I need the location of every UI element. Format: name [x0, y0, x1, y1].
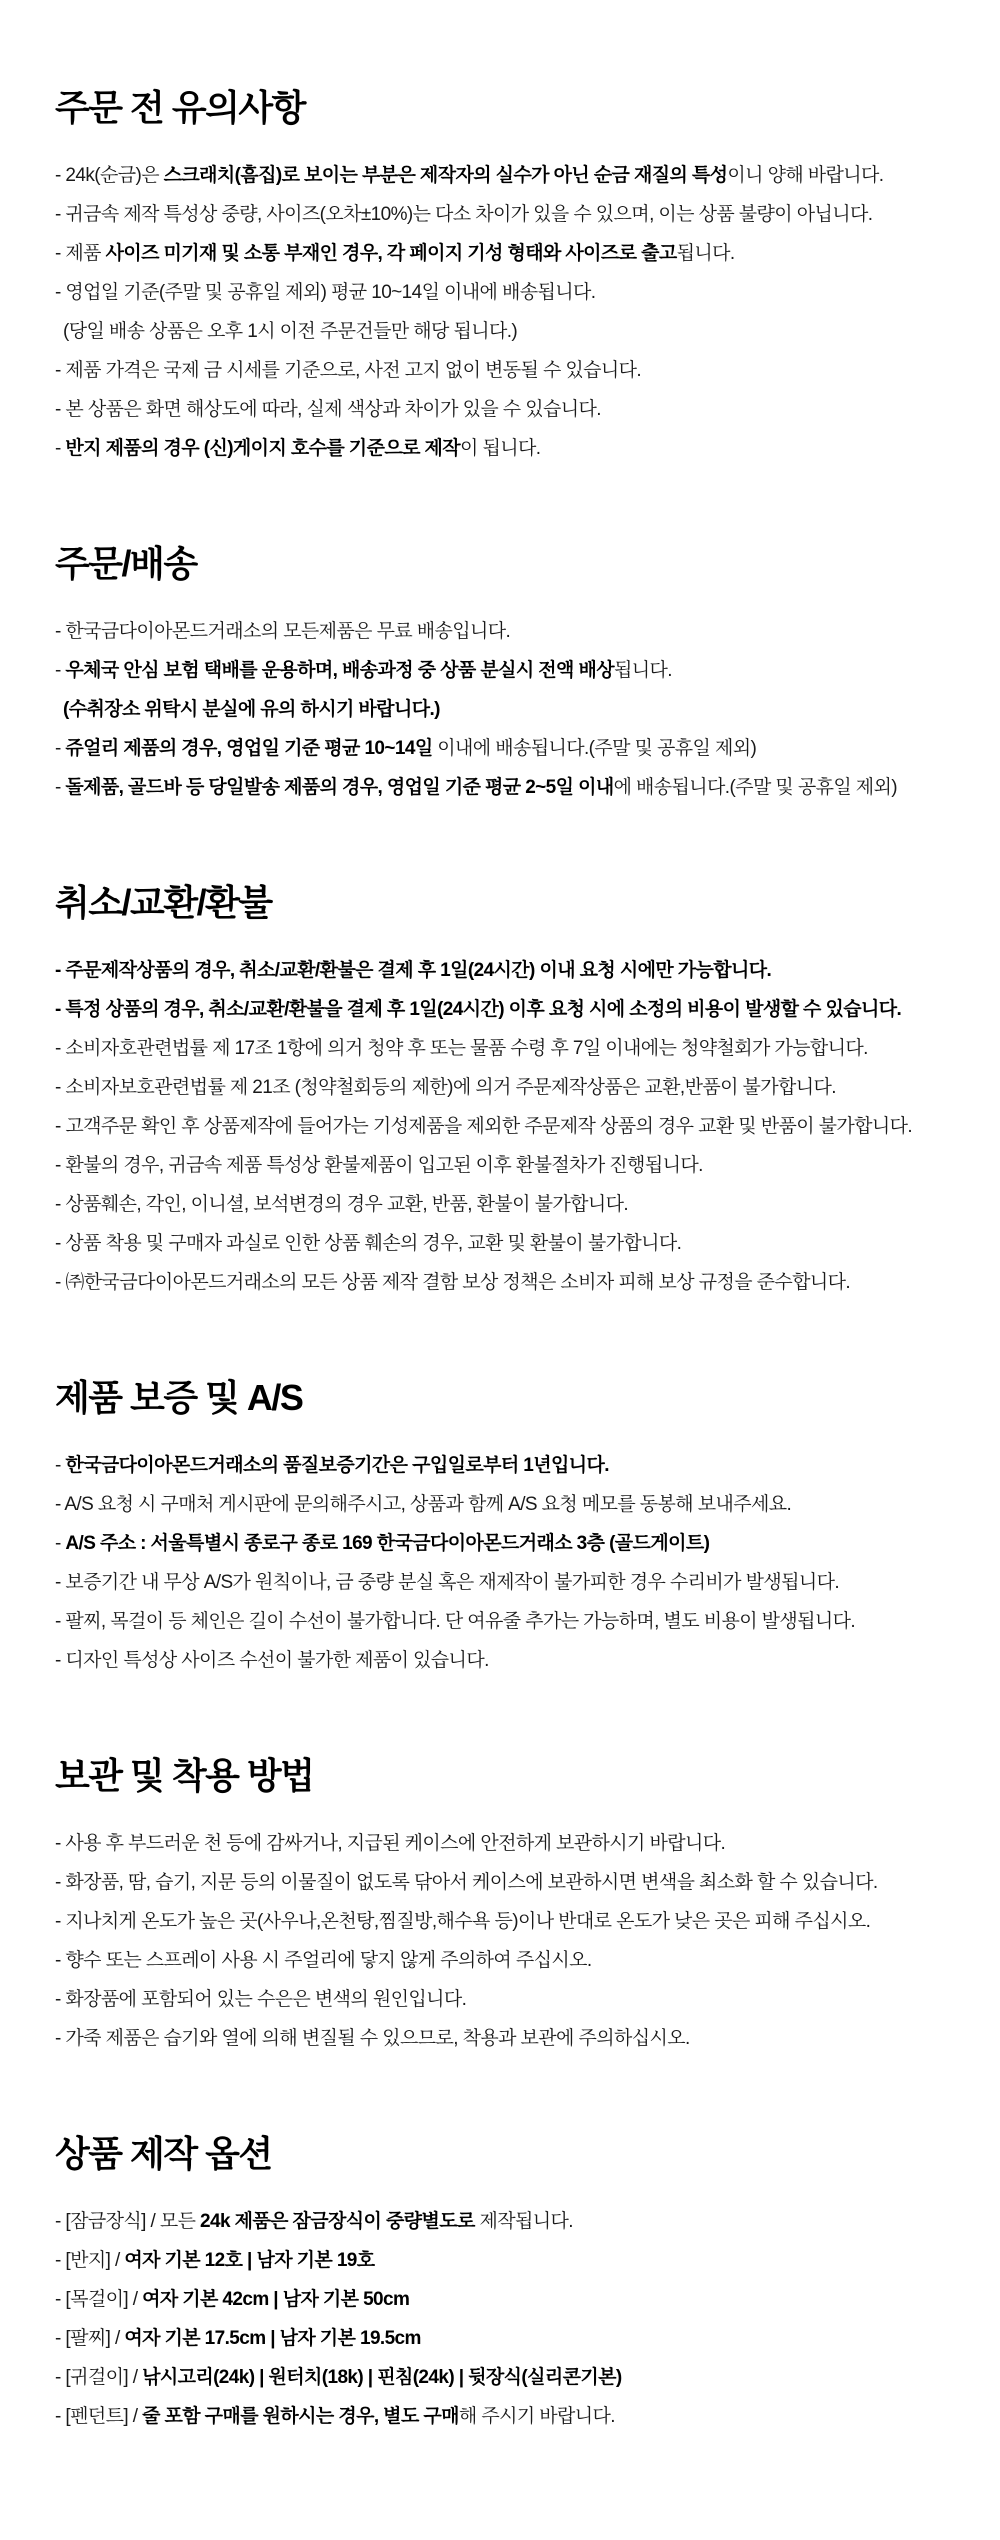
text-segment: - [반지] / [55, 2250, 125, 2271]
notice-section [55, 542, 970, 807]
notice-line [55, 951, 970, 990]
text-segment: - 본 상품은 화면 해상도에 따라, 실제 색상과 차이가 있을 수 있습니다. [55, 399, 601, 420]
section-lines [55, 156, 970, 468]
text-segment: - 환불의 경우, 귀금속 제품 특성상 환불제품이 입고된 이후 환불절차가 진행됩니다. [55, 1155, 703, 1176]
notice-line [55, 1902, 970, 1941]
text-segment: - [귀걸이] / [55, 2367, 143, 2388]
text-segment: - [55, 777, 66, 798]
notice-section [55, 86, 970, 468]
text-segment: - 제품 가격은 국제 금 시세를 기준으로, 사전 고지 없이 변동될 수 있습니다. [55, 360, 642, 381]
text-segment: - [55, 738, 66, 759]
text-segment: 에 배송됩니다.(주말 및 공휴일 제외) [613, 777, 897, 798]
text-segment: 반지 제품의 경우 (신)게이지 호수를 기준으로 제작 [65, 438, 461, 459]
text-segment: - 제품 [55, 243, 106, 264]
notice-section [55, 1754, 970, 2058]
notice-line [55, 1941, 970, 1980]
text-segment: - [목걸이] / [55, 2289, 143, 2310]
text-segment: - 영업일 기준(주말 및 공휴일 제외) 평균 10~14일 이내에 배송됩니다. [55, 282, 596, 303]
text-segment: - 귀금속 제작 특성상 중량, 사이즈(오차±10%)는 다소 차이가 있을 수 있으며, 이는 상품 불량이 아닙니다. [55, 204, 873, 225]
notice-line [55, 2241, 970, 2280]
notice-line [55, 2358, 970, 2397]
notice-line [55, 390, 970, 429]
notice-sections [55, 86, 970, 2436]
text-segment: - [55, 660, 66, 681]
section-title: 상품 제작 옵션 [55, 2133, 272, 2174]
notice-line [55, 312, 970, 351]
section-title: 주문 전 유의사항 [55, 87, 305, 128]
text-segment: 우체국 안심 보험 택배를 운용하며, 배송과정 중 상품 분실시 전액 배상 [65, 660, 614, 681]
text-segment: - 향수 또는 스프레이 사용 시 주얼리에 닿지 않게 주의하여 주십시오. [55, 1950, 592, 1971]
notice-line [55, 768, 970, 807]
text-segment: 됩니다. [614, 660, 672, 681]
text-segment: 여자 기본 17.5cm | 남자 기본 19.5cm [124, 2328, 421, 2349]
text-segment: (수취장소 위탁시 분실에 유의 하시기 바랍니다.) [63, 699, 440, 720]
section-title: 제품 보증 및 A/S [55, 1377, 303, 1418]
text-segment: A/S 주소 : 서울특별시 종로구 종로 169 한국금다이아몬드거래소 3층 (골드게이트) [65, 1533, 710, 1554]
text-segment: 줄 포함 구매를 원하시는 경우, 별도 구매 [142, 2406, 459, 2427]
text-segment: - 사용 후 부드러운 천 등에 감싸거나, 지급된 케이스에 안전하게 보관하시기 바랍니다. [55, 1833, 726, 1854]
notice-line [55, 1068, 970, 1107]
text-segment: - 고객주문 확인 후 상품제작에 들어가는 기성제품을 제외한 주문제작 상품의 경우 교환 및 반품이 불가합니다. [55, 1116, 913, 1137]
text-segment: - [55, 438, 66, 459]
section-lines [55, 612, 970, 807]
notice-line [55, 1107, 970, 1146]
notice-line [55, 1641, 970, 1680]
notice-line [55, 1824, 970, 1863]
text-segment: - [55, 1455, 66, 1476]
text-segment: - 지나치게 온도가 높은 곳(사우나,온천탕,찜질방,해수욕 등)이나 반대로 온도가 낮은 곳은 피해 주십시오. [55, 1911, 871, 1932]
notice-line [55, 690, 970, 729]
notice-line [55, 273, 970, 312]
notice-line [55, 2397, 970, 2436]
section-title: 주문/배송 [55, 543, 197, 584]
text-segment: 쥬얼리 제품의 경우, 영업일 기준 평균 10~14일 [65, 738, 433, 759]
notice-section [55, 2132, 970, 2436]
text-segment: 사이즈 미기재 및 소통 부재인 경우, 각 페이지 기성 형태와 사이즈로 출고 [105, 243, 677, 264]
notice-line [55, 729, 970, 768]
notice-line [55, 1263, 970, 1302]
section-lines [55, 1824, 970, 2058]
text-segment: 낚시고리(24k) | 원터치(18k) | 핀침(24k) | 뒷장식(실리콘기본) [142, 2367, 622, 2388]
text-segment: - [팔찌] / [55, 2328, 125, 2349]
text-segment: (당일 배송 상품은 오후 1시 이전 주문건들만 해당 됩니다.) [63, 321, 518, 342]
notice-line [55, 1485, 970, 1524]
notice-line [55, 1446, 970, 1485]
text-segment: 이 됩니다. [460, 438, 541, 459]
notice-line [55, 1224, 970, 1263]
text-segment: - 한국금다이아몬드거래소의 모든제품은 무료 배송입니다. [55, 621, 511, 642]
text-segment: 이내에 배송됩니다.(주말 및 공휴일 제외) [432, 738, 757, 759]
text-segment: 이니 양해 바랍니다. [727, 165, 884, 186]
notice-line [55, 1185, 970, 1224]
notice-line [55, 234, 970, 273]
notice-line [55, 2280, 970, 2319]
text-segment: 해 주시기 바랍니다. [458, 2406, 615, 2427]
text-segment: 한국금다이아몬드거래소의 품질보증기간은 구입일로부터 1년입니다. [65, 1455, 609, 1476]
section-title: 보관 및 착용 방법 [55, 1755, 314, 1796]
text-segment: 됩니다. [676, 243, 735, 264]
section-title: 취소/교환/환불 [55, 882, 272, 923]
notice-line [55, 351, 970, 390]
notice-line [55, 195, 970, 234]
text-segment: - 화장품에 포함되어 있는 수은은 변색의 원인입니다. [55, 1989, 467, 2010]
text-segment: - ㈜한국금다이아몬드거래소의 모든 상품 제작 결함 보상 정책은 소비자 피해 보상 규정을 준수합니다. [55, 1272, 851, 1293]
text-segment: - 상품훼손, 각인, 이니셜, 보석변경의 경우 교환, 반품, 환불이 불가합니다. [55, 1194, 629, 1215]
text-segment: 제작됩니다. [474, 2211, 573, 2232]
text-segment: - 주문제작상품의 경우, 취소/교환/환불은 결제 후 1일(24시간) 이내 요청 시에만 가능합니다. [55, 960, 772, 981]
notice-line [55, 1029, 970, 1068]
notice-line [55, 2019, 970, 2058]
notice-line [55, 1563, 970, 1602]
notice-line [55, 156, 970, 195]
text-segment: - 소비자보호관련법률 제 21조 (청약철회등의 제한)에 의거 주문제작상품은 교환,반품이 불가합니다. [55, 1077, 836, 1098]
notice-line [55, 651, 970, 690]
text-segment: - 팔찌, 목걸이 등 체인은 길이 수선이 불가합니다. 단 여유줄 추가는 가능하며, 별도 비용이 발생됩니다. [55, 1611, 856, 1632]
section-lines [55, 951, 970, 1302]
text-segment: 스크래치(흠집)로 보이는 부분은 제작자의 실수가 아닌 순금 재질의 특성 [163, 165, 728, 186]
text-segment: - 디자인 특성상 사이즈 수선이 불가한 제품이 있습니다. [55, 1650, 489, 1671]
text-segment: - [55, 1533, 66, 1554]
notice-line [55, 1980, 970, 2019]
text-segment: - 소비자호관련법률 제 17조 1항에 의거 청약 후 또는 물품 수령 후 7일 이내에는 청약철회가 가능합니다. [55, 1038, 868, 1059]
text-segment: 24k 제품은 잠금장식이 중량별도로 [200, 2211, 475, 2232]
notice-line [55, 1602, 970, 1641]
notice-line [55, 1524, 970, 1563]
section-lines [55, 1446, 970, 1680]
text-segment: - 24k(순금)은 [55, 165, 164, 186]
notice-section [55, 1376, 970, 1680]
text-segment: 돌제품, 골드바 등 당일발송 제품의 경우, 영업일 기준 평균 2~5일 이내 [65, 777, 614, 798]
section-lines [55, 2202, 970, 2436]
notice-line [55, 429, 970, 468]
text-segment: 여자 기본 12호 | 남자 기본 19호 [124, 2250, 375, 2271]
text-segment: - [펜던트] / [55, 2406, 143, 2427]
text-segment: - 가죽 제품은 습기와 열에 의해 변질될 수 있으므로, 착용과 보관에 주의하십시오. [55, 2028, 690, 2049]
notice-line [55, 612, 970, 651]
text-segment: 여자 기본 42cm | 남자 기본 50cm [142, 2289, 410, 2310]
text-segment: - A/S 요청 시 구매처 게시판에 문의해주시고, 상품과 함께 A/S 요청 메모를 동봉해 보내주세요. [55, 1494, 792, 1515]
text-segment: - 화장품, 땀, 습기, 지문 등의 이물질이 없도록 닦아서 케이스에 보관하시면 변색을 최소화 할 수 있습니다. [55, 1872, 878, 1893]
text-segment: - 보증기간 내 무상 A/S가 원칙이나, 금 중량 분실 혹은 재제작이 불가피한 경우 수리비가 발생됩니다. [55, 1572, 840, 1593]
notice-section [55, 881, 970, 1302]
notice-line [55, 1863, 970, 1902]
notice-line [55, 2202, 970, 2241]
notice-line [55, 1146, 970, 1185]
notice-line [55, 2319, 970, 2358]
notice-line [55, 990, 970, 1029]
text-segment: - 상품 착용 및 구매자 과실로 인한 상품 훼손의 경우, 교환 및 환불이 불가합니다. [55, 1233, 682, 1254]
text-segment: - 특정 상품의 경우, 취소/교환/환불을 결제 후 1일(24시간) 이후 요청 시에 소정의 비용이 발생할 수 있습니다. [55, 999, 902, 1020]
text-segment: - [잠금장식] / 모든 [55, 2211, 201, 2232]
